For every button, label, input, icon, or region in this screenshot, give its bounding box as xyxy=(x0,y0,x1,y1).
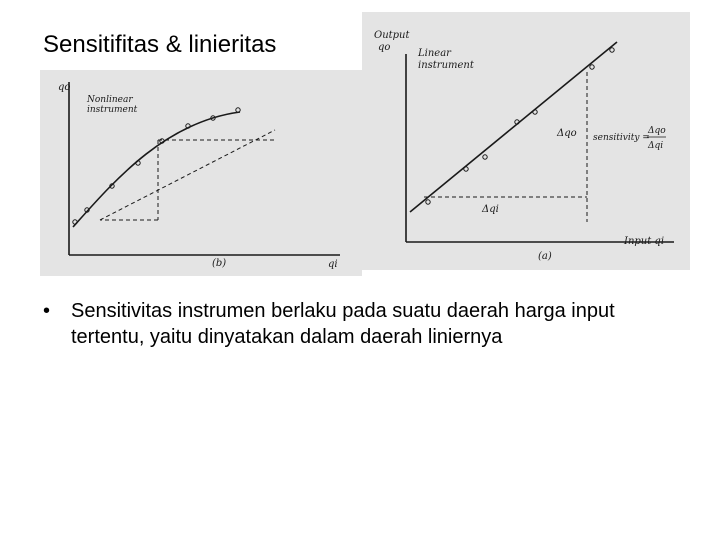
data-point xyxy=(610,48,614,52)
x-axis-label: Input qi xyxy=(624,236,665,247)
delta-output-label: Δqo xyxy=(557,128,577,139)
slide-title: Sensitifitas & linieritas xyxy=(43,31,277,58)
data-point xyxy=(590,65,594,69)
y-axis-label-line2: qo xyxy=(378,42,391,53)
figure-caption-a: (a) xyxy=(538,251,552,262)
curve-label-line2: instrument xyxy=(87,105,138,115)
nonlinear-instrument-figure xyxy=(40,70,362,276)
line-label-line1: Linear xyxy=(418,48,451,59)
figure-caption-b: (b) xyxy=(212,258,227,269)
nonlinear-figure-svg xyxy=(40,70,362,276)
linear-figure-svg xyxy=(362,12,690,270)
data-point xyxy=(533,110,537,114)
data-point xyxy=(464,167,468,171)
data-point xyxy=(483,155,487,159)
y-axis-label-line1: Output xyxy=(374,30,410,41)
sensitivity-denominator: Δqi xyxy=(648,141,664,151)
linear-instrument-figure xyxy=(362,12,690,270)
data-point xyxy=(426,200,430,204)
bullet-item xyxy=(43,298,683,350)
bullet-marker: • xyxy=(43,300,51,322)
line-label-line2: instrument xyxy=(418,60,474,71)
sensitivity-label: sensitivity = xyxy=(593,133,650,143)
delta-input-label: Δqi xyxy=(482,204,499,215)
sensitivity-numerator: Δqo xyxy=(648,126,666,136)
nonlinear-curve xyxy=(73,112,240,227)
tangent-line xyxy=(100,130,275,220)
x-axis-label: qi xyxy=(328,259,338,270)
bullet-text: Sensitivitas instrumen berlaku pada suatu daerah harga input tertentu, yaitu dinyatakan dalam daerah liniernya xyxy=(71,300,615,348)
curve-label-line1: Nonlinear xyxy=(87,95,133,105)
y-axis-label: qo xyxy=(58,82,71,93)
